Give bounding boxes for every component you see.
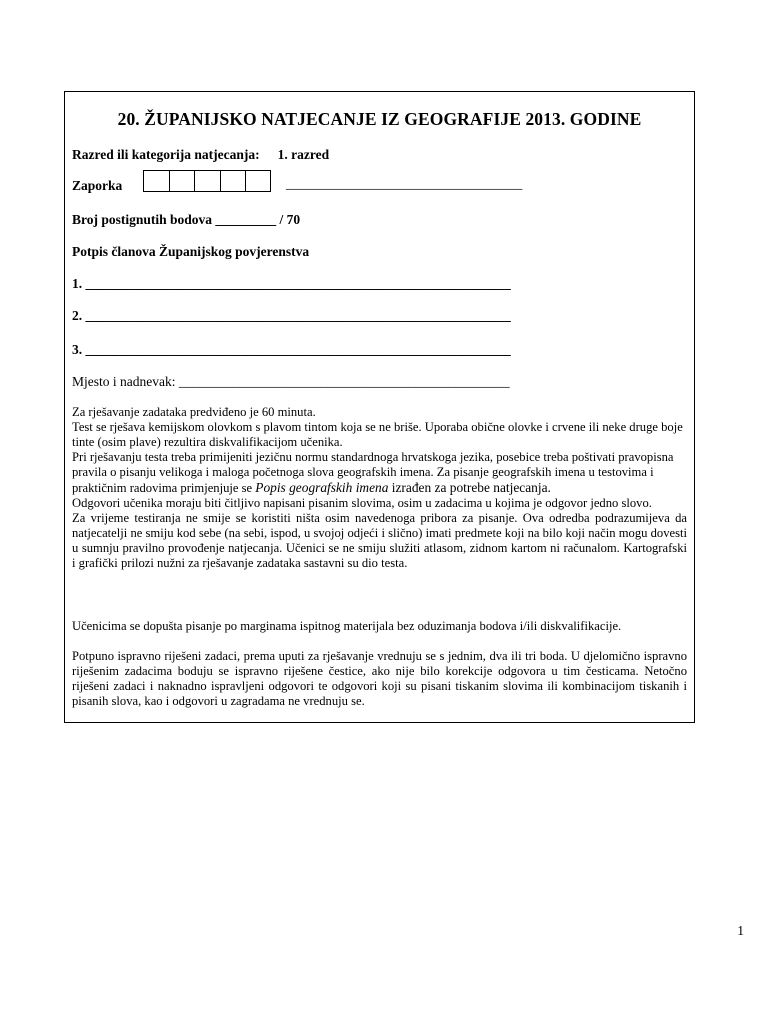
instruction-scoring: Potpuno ispravno riješeni zadaci, prema uputi za rješavanje vrednuju se s jednim, dva ili tri boda. U djelomično ispravno riješenim zadacima boduju se ispravno riješene čestice, ako nije bilo korekcije odgovora u tim česticama. Netočno riješeni zadaci i naknadno ispravljeni odgovori te odgovori koji su pisani tiskanim slovima ili kombinacijom tiskanih i pisanih slova, kao i odgovori u zagradama ne vrednuju se. [72,649,687,708]
instructions-block [72,405,687,571]
document-title: 20. ŽUPANIJSKO NATJECANJE IZ GEOGRAFIJE 2013. GODINE [117,109,642,129]
place-date-field[interactable]: Mjesto i nadnevak: _________________________________________________ [72,374,510,389]
code-box-1[interactable] [143,170,169,192]
signature-line-3[interactable]: 3. _______________________________________________________________ [72,342,511,357]
code-box-5[interactable] [245,170,271,192]
instruction-language-text: Pri rješavanju testa treba primijeniti jezičnu normu standardnoga hrvatskoga jezika, posebice treba poštivati pravopisna pravila o pisanju velikoga i maloga početnoga slova geografskih imena. Za pisanje geografskih imena u testovima i praktičnim radovima primjenjuje se [72,450,674,495]
instruction-tools: Za vrijeme testiranja ne smije se koristiti ništa osim navedenoga pribora za pisanje. Ova odredba podrazumijeva da natjecatelji ne smiju kod sebe (na sebi, ispod, u svojoj odjeći i slično) imati predmete koji na bilo koji način mogu dovesti u sumnju pravilno provođenje natjecanja. Učenici se ne smiju služiti atlasom, zidnom kartom ni računalom. Kartografski i grafički prilozi nužni za rješavanje zadataka sastavni su dio testa. [72,511,687,570]
code-line[interactable]: ___________________________________ [286,176,523,191]
code-box-4[interactable] [220,170,246,192]
instruction-pen: Test se rješava kemijskom olovkom s plavom tintom koja se ne briše. Uporaba obične olovke i crvene ili neke druge boje tinte (osim plave) rezultira diskvalifikacijom učenika. [72,420,683,449]
code-boxes[interactable] [143,170,271,192]
category-value: 1. razred [277,147,330,162]
category-label: Razred ili kategorija natjecanja: [72,147,260,162]
instruction-scoring-block [72,649,687,709]
signature-line-2[interactable]: 2. _______________________________________________________________ [72,308,511,323]
instruction-language-end: izrađen za potrebe natjecanja. [388,480,551,495]
instruction-time: Za rješavanje zadataka predviđeno je 60 minuta. [72,405,316,419]
code-box-3[interactable] [194,170,220,192]
category-row [72,147,329,163]
code-box-2[interactable] [169,170,195,192]
instruction-language [72,450,687,496]
page-number: 1 [737,923,744,938]
instruction-margins: Učenicima se dopušta pisanje po marginama ispitnog materijala bez oduzimanja bodova i/ili diskvalifikacije. [72,619,622,633]
instruction-handwriting: Odgovori učenika moraju biti čitljivo napisani pisanim slovima, osim u zadacima u kojima je odgovor jedno slovo. [72,496,652,510]
committee-label: Potpis članova Županijskog povjerenstva [72,244,310,259]
signature-line-1[interactable]: 1. _______________________________________________________________ [72,276,511,291]
points-field[interactable]: Broj postignutih bodova _________ / 70 [72,212,301,227]
code-label: Zaporka [72,178,123,193]
geographic-names-list-title: Popis geografskih imena [255,480,389,495]
header-form-box [64,91,695,723]
